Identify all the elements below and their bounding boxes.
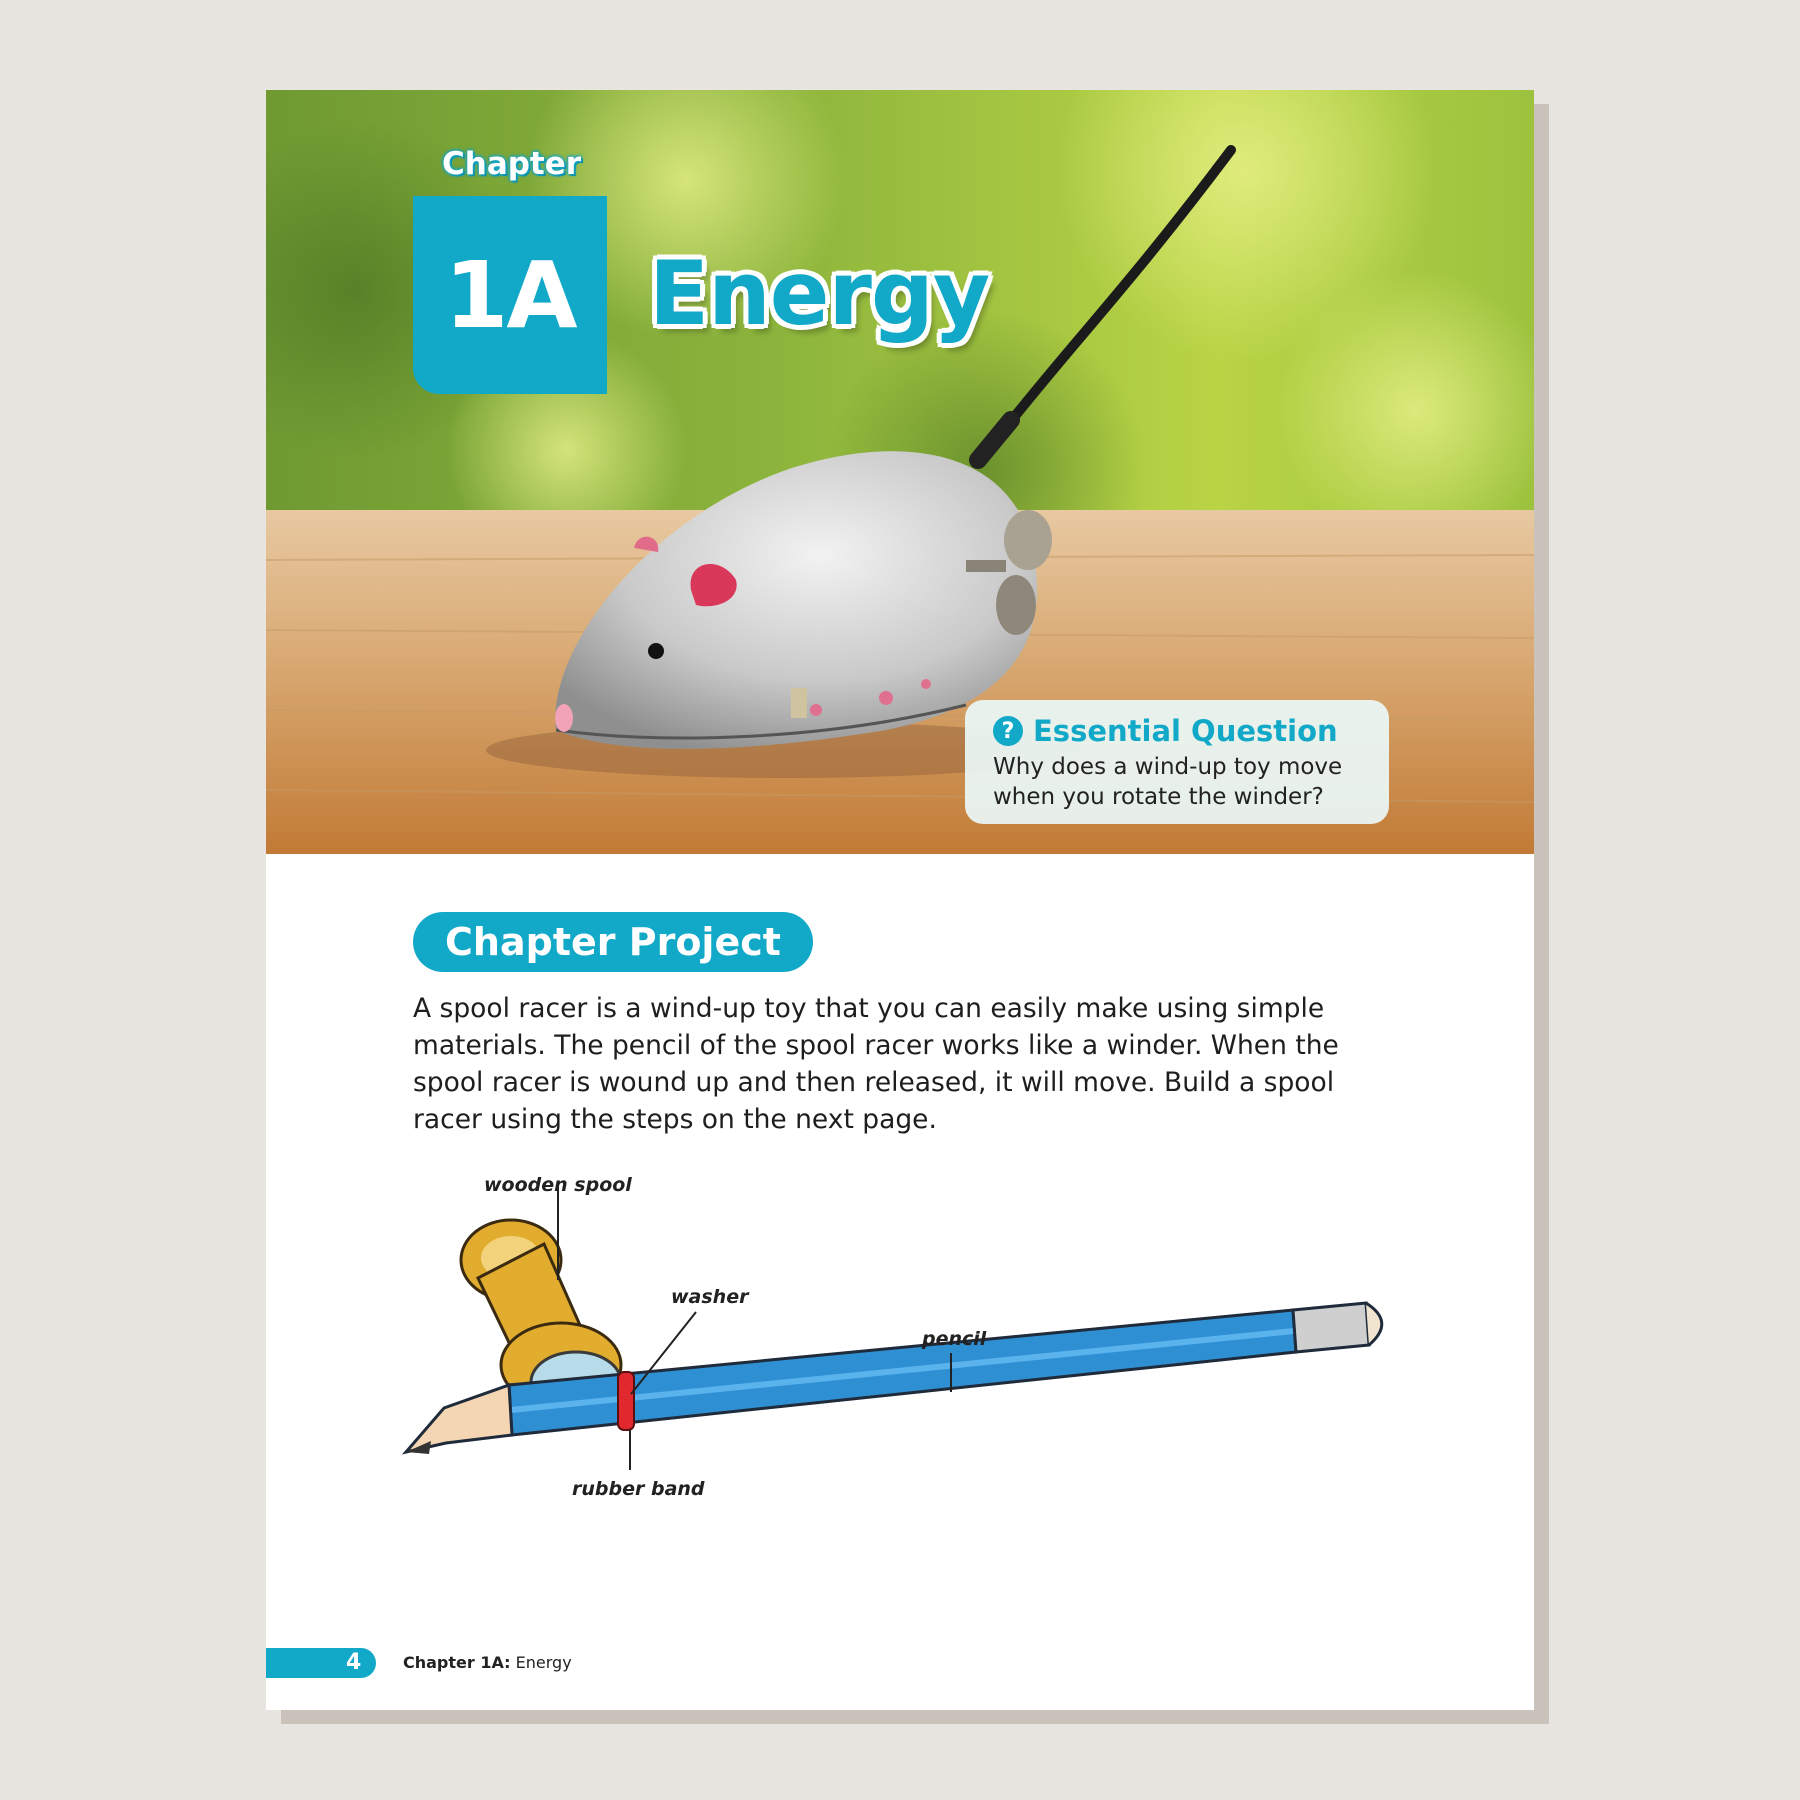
question-circle-icon: ? — [993, 716, 1023, 746]
project-text-line: spool racer is wound up and then released, it will move. Build a spool — [413, 1067, 1335, 1098]
label-wooden-spool: wooden spool — [484, 1174, 632, 1196]
footer-title: Energy — [515, 1653, 572, 1672]
label-pencil: pencil — [922, 1328, 987, 1350]
essential-question-title: Essential Question — [1033, 714, 1338, 748]
essential-question-line: when you rotate the winder? — [993, 784, 1324, 810]
project-text-line: materials. The pencil of the spool racer works like a winder. When the — [413, 1030, 1339, 1061]
label-washer: washer — [671, 1286, 749, 1308]
textbook-page — [266, 90, 1534, 1710]
chapter-title: Energy — [649, 242, 990, 345]
spool-racer-diagram — [266, 90, 1534, 1710]
page-number: 4 — [346, 1650, 362, 1675]
label-rubber-band: rubber band — [572, 1478, 705, 1500]
essential-question-line: Why does a wind-up toy move — [993, 754, 1343, 780]
project-text-line: racer using the steps on the next page. — [413, 1104, 937, 1135]
running-footer — [403, 1648, 572, 1678]
project-text-line: A spool racer is a wind-up toy that you can easily make using simple — [413, 993, 1325, 1024]
footer-chapter: Chapter 1A: — [403, 1653, 511, 1672]
chapter-number: 1A — [444, 241, 576, 349]
chapter-label: Chapter — [442, 146, 582, 182]
rubber-band-illustration — [618, 1372, 634, 1430]
chapter-project-heading: Chapter Project — [413, 912, 813, 972]
